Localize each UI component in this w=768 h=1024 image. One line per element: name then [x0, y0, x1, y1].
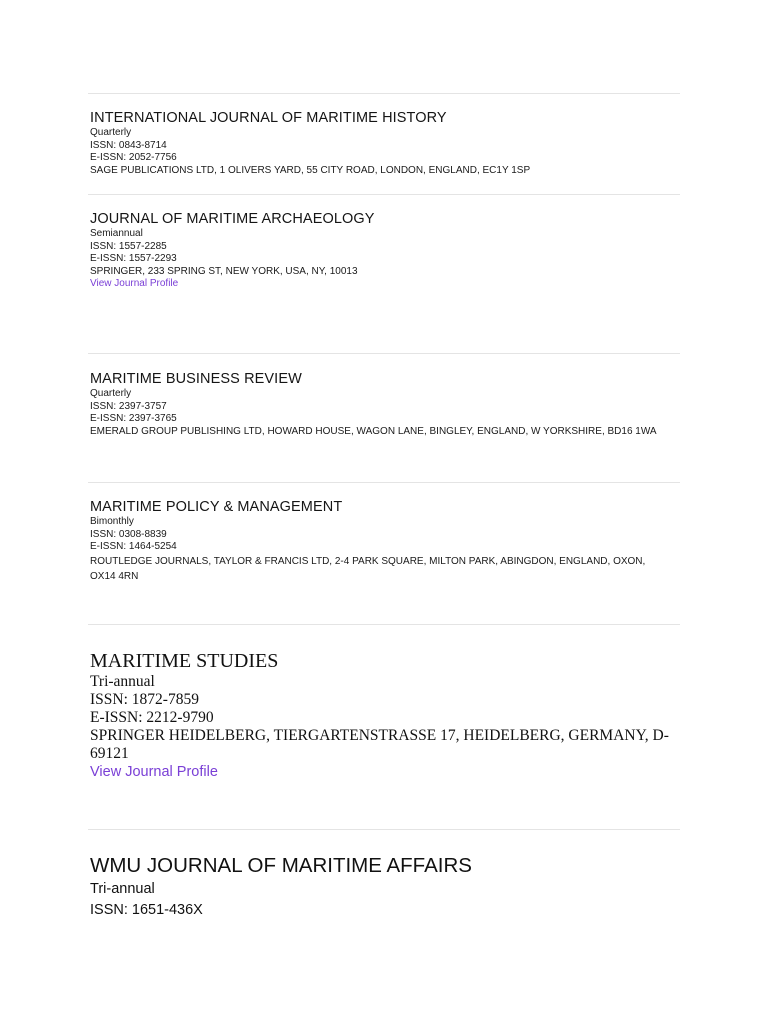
journal-frequency: Quarterly: [90, 127, 132, 138]
journal-eissn: E-ISSN: 1464-5254: [90, 541, 177, 553]
journal-publisher: SPRINGER, 233 SPRING ST, NEW YORK, USA, NY, 10013: [90, 265, 358, 277]
journal-issn: ISSN: 0843-8714: [90, 139, 167, 151]
journal-title: MARITIME POLICY & MANAGEMENT: [90, 499, 343, 515]
journal-issn: ISSN: 1557-2285: [90, 240, 167, 252]
journal-entry: [90, 853, 670, 921]
journal-entry: [90, 370, 670, 438]
journal-entry: [90, 109, 670, 177]
journal-entry: [90, 210, 670, 291]
journal-publisher: SAGE PUBLICATIONS LTD, 1 OLIVERS YARD, 55 CITY ROAD, LONDON, ENGLAND, EC1Y 1SP: [90, 164, 531, 176]
journal-eissn: E-ISSN: 2212-9790: [90, 709, 214, 726]
journal-eissn: E-ISSN: 1557-2293: [90, 253, 177, 265]
separator: [88, 624, 680, 625]
view-journal-profile-link[interactable]: View Journal Profile: [90, 764, 218, 780]
separator: [88, 482, 680, 483]
journal-frequency: Semiannual: [90, 228, 143, 239]
journal-title: WMU JOURNAL OF MARITIME AFFAIRS: [90, 854, 472, 877]
journal-frequency: Quarterly: [90, 388, 132, 399]
journal-entry: [90, 649, 670, 782]
journal-eissn: E-ISSN: 2397-3765: [90, 413, 177, 425]
journal-publisher-continued: OX14 4RN: [90, 570, 139, 582]
journal-title: INTERNATIONAL JOURNAL OF MARITIME HISTORY: [90, 110, 447, 126]
journal-title: MARITIME STUDIES: [90, 650, 279, 672]
journal-publisher: SPRINGER HEIDELBERG, TIERGARTENSTRASSE 17, HEIDELBERG, GERMANY, D-: [90, 727, 669, 744]
journal-publisher: EMERALD GROUP PUBLISHING LTD, HOWARD HOUSE, WAGON LANE, BINGLEY, ENGLAND, W YORKSHIRE, BD16 1WA: [90, 425, 657, 437]
journal-entry: [90, 498, 670, 584]
journal-publisher-continued: 69121: [90, 745, 129, 762]
journal-frequency: Tri-annual: [90, 673, 155, 690]
journal-issn: ISSN: 2397-3757: [90, 400, 167, 412]
separator: [88, 194, 680, 195]
journal-title: MARITIME BUSINESS REVIEW: [90, 371, 302, 387]
journal-issn: ISSN: 1651-436X: [90, 902, 203, 918]
separator: [88, 829, 680, 830]
journal-title: JOURNAL OF MARITIME ARCHAEOLOGY: [90, 211, 375, 227]
journal-frequency: Tri-annual: [90, 881, 155, 897]
journal-frequency: Bimonthly: [90, 516, 134, 527]
view-journal-profile-link[interactable]: View Journal Profile: [90, 278, 179, 290]
journal-issn: ISSN: 1872-7859: [90, 691, 199, 708]
separator: [88, 353, 680, 354]
journal-publisher: ROUTLEDGE JOURNALS, TAYLOR & FRANCIS LTD, 2-4 PARK SQUARE, MILTON PARK, ABINGDON, ENGLAND, OXON,: [90, 555, 646, 567]
separator: [88, 93, 680, 94]
journal-eissn: E-ISSN: 2052-7756: [90, 152, 177, 164]
journal-issn: ISSN: 0308-8839: [90, 528, 167, 540]
